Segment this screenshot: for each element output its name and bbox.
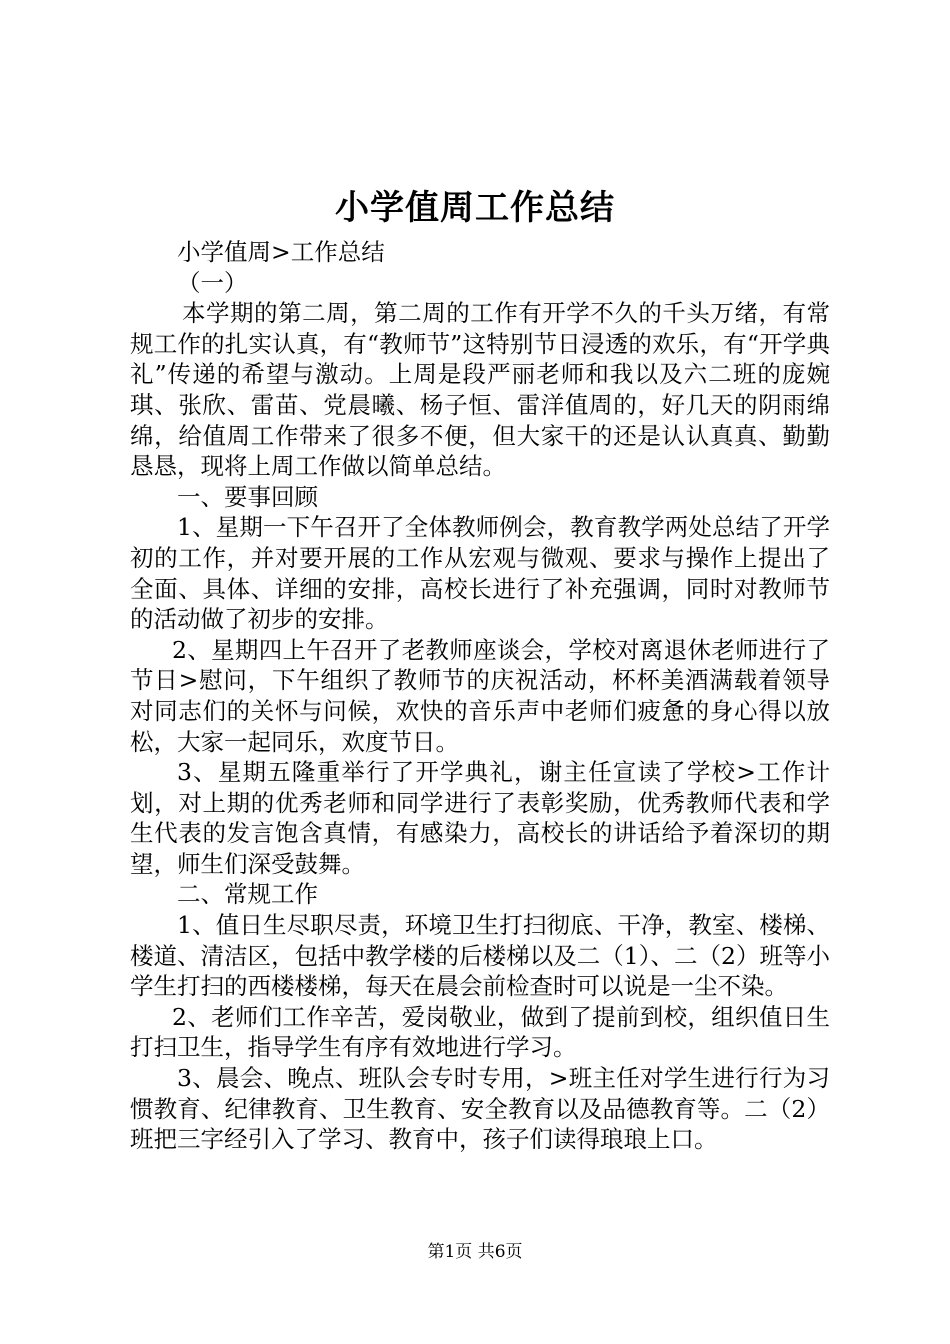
document-body: [130, 237, 830, 1155]
paragraph-item-1-2: 2、星期四上午召开了老教师座谈会，学校对离退休老师进行了节日>慰问，下午组织了教师节的庆祝活动，杯杯美酒满载着领导对同志们的关怀与问候，欢快的音乐声中老师们疲惫的身心得以放松，大家一起同乐，欢度节日。: [130, 635, 830, 756]
paragraph-item-2-2: 2、老师们工作辛苦，爱岗敬业，做到了提前到校，组织值日生打扫卫生，指导学生有序有效地进行学习。: [130, 1002, 830, 1062]
paragraph-item-1-1: 1、星期一下午召开了全体教师例会，教育教学两处总结了开学初的工作，并对要开展的工作从宏观与微观、要求与操作上提出了全面、具体、详细的安排，高校长进行了补充强调，同时对教师节的活动做了初步的安排。: [130, 513, 830, 634]
paragraph-item-1-3: 3、星期五隆重举行了开学典礼，谢主任宣读了学校>工作计划，对上期的优秀老师和同学进行了表彰奖励，优秀教师代表和学生代表的发言饱含真情，有感染力，高校长的讲话给予着深切的期望，师生们深受鼓舞。: [130, 758, 830, 878]
page-footer: 第1页 共6页: [427, 1242, 523, 1262]
section-heading-2: 二、常规工作: [177, 880, 318, 909]
section-heading-1: 一、要事回顾: [177, 482, 318, 511]
document-title: 小学值周工作总结: [335, 188, 615, 228]
paragraph-item-2-1: 1、值日生尽职尽责，环境卫生打扫彻底、干净，教室、楼梯、楼道、清洁区，包括中教学楼的后楼梯以及二（1）、二（2）班等小学生打扫的西楼楼梯，每天在晨会前检查时可以说是一尘不染。: [130, 911, 830, 1001]
paragraph-item-2-3: 3、晨会、晚点、班队会专时专用，>班主任对学生进行行为习惯教育、纪律教育、卫生教育、安全教育以及品德教育等。二（2）班把三字经引入了学习、教育中，孩子们读得琅琅上口。: [130, 1064, 830, 1154]
subtitle: 小学值周>工作总结: [177, 238, 385, 266]
section-marker: （一）: [177, 268, 248, 297]
intro-paragraph: 本学期的第二周，第二周的工作有开学不久的千头万绪，有常规工作的扎实认真，有“教师节”这特别节日浸透的欢乐，有“开学典礼”传递的希望与激动。上周是段严丽老师和我以及六二班的庞婉琪、张欣、雷苗、党晨曦、杨子恒、雷洋值周的，好几天的阴雨绵绵，给值周工作带来了很多不便，但大家干的还是认认真真、勤勤恳恳，现将上周工作做以简单总结。: [130, 299, 830, 481]
